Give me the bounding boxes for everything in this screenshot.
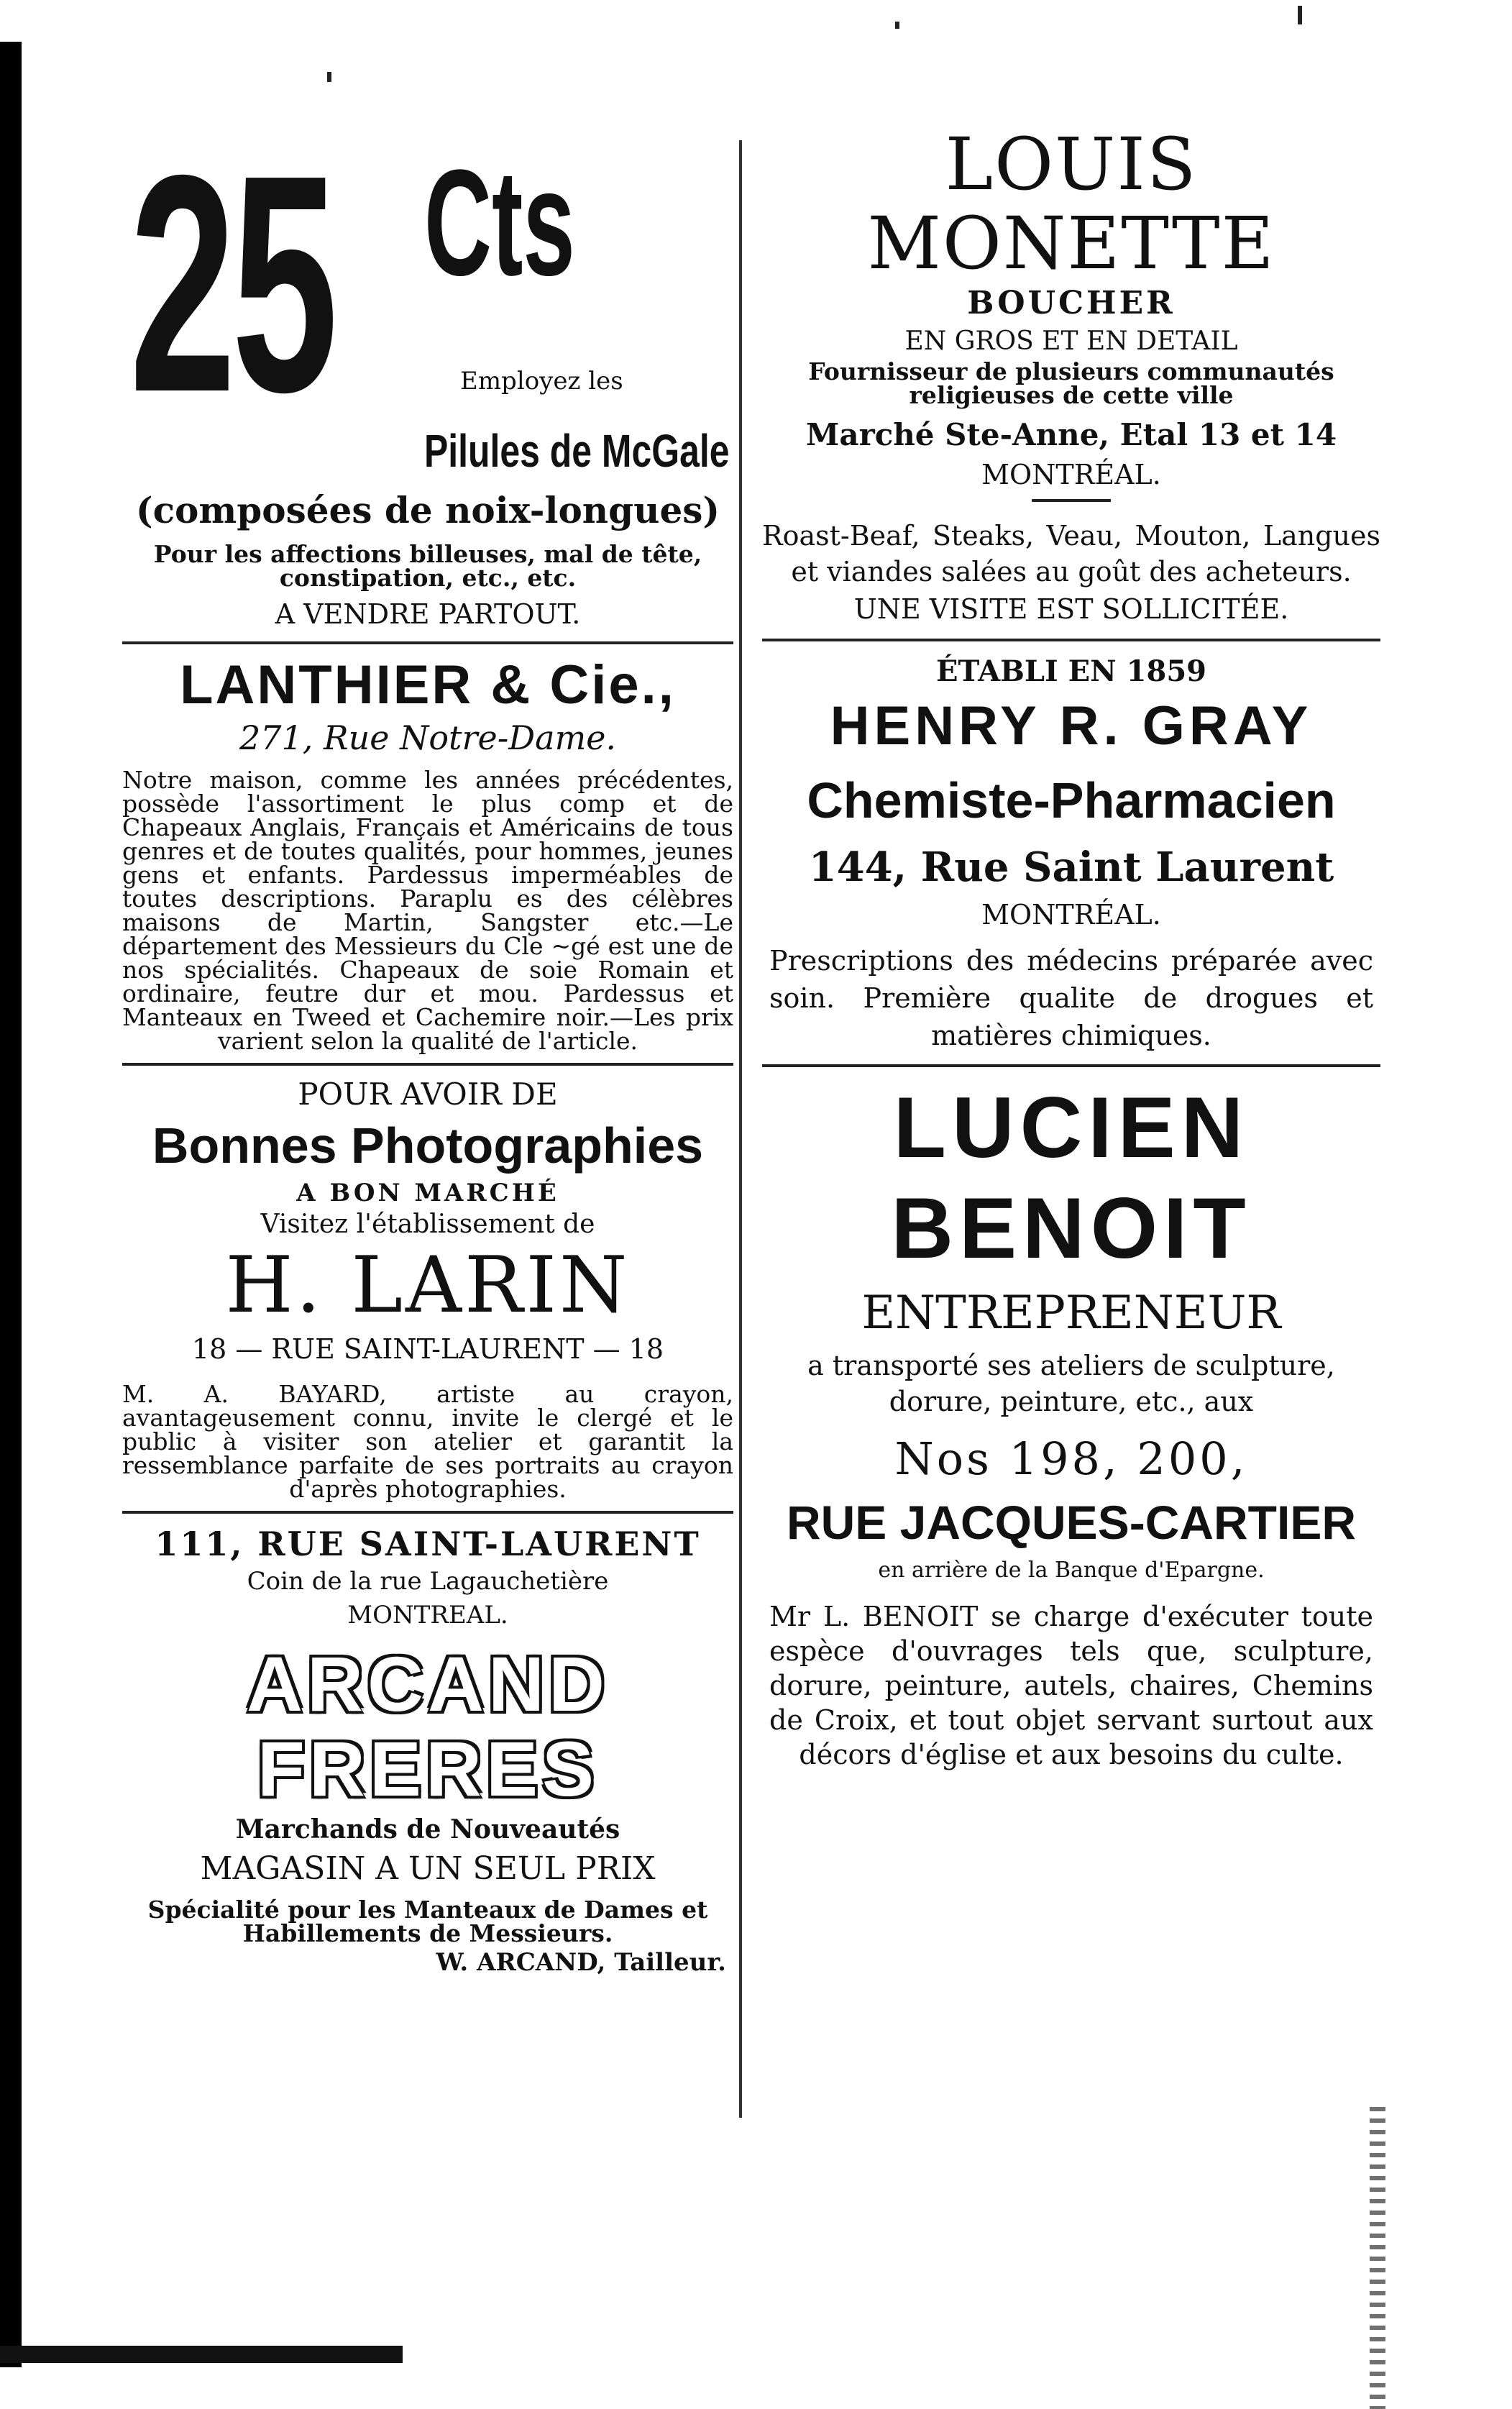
scan-edge-left bbox=[0, 42, 22, 2367]
arcand-slogan: MAGASIN A UN SEUL PRIX bbox=[200, 1850, 656, 1887]
monette-scope: EN GROS ET EN DETAIL bbox=[904, 326, 1238, 356]
arcand-specialty: Spécialité pour les Manteaux de Dames et Habillements de Messieurs. bbox=[147, 1896, 708, 1947]
monette-market: Marché Ste-Anne, Etal 13 et 14 bbox=[805, 417, 1337, 452]
gray-profession: Chemiste-Pharmacien bbox=[807, 772, 1336, 828]
arcand-tailor: W. ARCAND, Tailleur. bbox=[436, 1948, 726, 1977]
corner-street: Coin de la rue Lagauchetière bbox=[247, 1567, 609, 1596]
gray-address: 144, Rue Saint Laurent bbox=[808, 844, 1334, 891]
second-address: 111, RUE SAINT-LAURENT bbox=[155, 1525, 701, 1563]
benoit-street: RUE JACQUES-CARTIER bbox=[786, 1496, 1357, 1549]
benoit-profession: ENTREPRENEUR bbox=[861, 1286, 1281, 1340]
arcand-name: ARCAND FRERES bbox=[247, 1640, 609, 1812]
ad-benoit bbox=[755, 1077, 1388, 1772]
benoit-moved: a transporté ses ateliers de sculpture, dorure, peinture, etc., aux bbox=[807, 1350, 1335, 1417]
rule bbox=[122, 641, 733, 644]
lanthier-name: LANTHIER & Cie., bbox=[180, 654, 676, 716]
rule bbox=[762, 1064, 1380, 1067]
scan-speck bbox=[895, 22, 899, 29]
monette-products: Roast-Beaf, Steaks, Veau, Mouton, Langues et viandes salées au goût des acheteurs. bbox=[762, 520, 1380, 588]
rule bbox=[762, 639, 1380, 641]
ad-larin bbox=[115, 1076, 741, 1501]
gray-city: MONTRÉAL. bbox=[981, 899, 1161, 931]
ad-larin-second-address bbox=[115, 1524, 741, 1632]
benoit-numbers: Nos 198, 200, bbox=[894, 1432, 1248, 1485]
scan-speck bbox=[327, 72, 331, 82]
monette-name: LOUIS MONETTE bbox=[867, 122, 1275, 285]
larin-address: 18 — RUE SAINT-LAURENT — 18 bbox=[191, 1333, 664, 1365]
arcand-trade: Marchands de Nouveautés bbox=[235, 1814, 620, 1845]
rule bbox=[122, 1063, 733, 1066]
ad-gray bbox=[755, 652, 1388, 1054]
lanthier-address: 271, Rue Notre-Dame. bbox=[239, 718, 617, 757]
monette-supplier: Fournisseur de plusieurs communautés religieuses de cette ville bbox=[808, 357, 1334, 409]
product-name: Pilules de McGale bbox=[424, 425, 730, 477]
monette-visit: UNE VISITE EST SOLLICITÉE. bbox=[853, 593, 1289, 625]
larin-headline: Bonnes Photographies bbox=[152, 1117, 704, 1174]
pills-description: Pour les affections billeuses, mal de tête, constipation, etc., etc. bbox=[153, 540, 702, 592]
short-rule bbox=[1032, 499, 1111, 502]
lanthier-body: Notre maison, comme les années précédentes, possède l'assortiment le plus comp et de Chapeaux Anglais, Français et Américains de tous genres et de toutes qualités, pour hommes, jeunes gens et enfants. Pardessus imperméables de toutes descriptions. Paraplu es des célèbres maisons de Martin, Sangster etc.—Le département des Messieurs du Cle ~gé est une de nos spécialités. Chapeaux de soie Romain et ordinaire, feutre dur et mou. Pardessus et Manteaux en Tweed et Cachemire noir.—Les prix varient selon la qualité de l'article. bbox=[122, 766, 733, 1055]
price-unit: Cts bbox=[424, 138, 575, 307]
left-column bbox=[115, 111, 741, 1980]
benoit-name: LUCIEN BENOIT bbox=[891, 1079, 1252, 1276]
benoit-location: en arrière de la Banque d'Epargne. bbox=[878, 1558, 1265, 1583]
monette-city: MONTRÉAL. bbox=[981, 459, 1161, 490]
larin-subhead: A BON MARCHÉ bbox=[296, 1179, 559, 1207]
monette-trade: BOUCHER bbox=[967, 285, 1176, 321]
larin-intro: POUR AVOIR DE bbox=[298, 1076, 558, 1112]
larin-visit: Visitez l'établissement de bbox=[260, 1210, 595, 1239]
rule bbox=[122, 1511, 733, 1514]
margin-stamp bbox=[1370, 2107, 1385, 2409]
bayard-body: M. A. BAYARD, artiste au crayon, avantageusement connu, invite le clergé et le public à visiter son atelier et garantit la ressemblance parfaite de ses portraits au crayon d'après photographies. bbox=[122, 1380, 733, 1503]
larin-name: H. LARIN bbox=[225, 1240, 631, 1330]
price-number: 25 bbox=[129, 111, 334, 457]
city: MONTREAL. bbox=[347, 1601, 508, 1629]
right-column bbox=[755, 122, 1388, 1772]
gray-name: HENRY R. GRAY bbox=[830, 695, 1313, 756]
composition: (composées de noix-longues) bbox=[135, 489, 720, 531]
scan-speck bbox=[1298, 6, 1302, 24]
gray-established: ÉTABLI EN 1859 bbox=[936, 654, 1206, 688]
scan-edge-bottom bbox=[0, 2346, 403, 2363]
ad-arcand bbox=[115, 1642, 741, 1980]
employez-label: Employez les bbox=[460, 367, 623, 396]
availability: A VENDRE PARTOUT. bbox=[275, 598, 581, 630]
benoit-body: Mr L. BENOIT se charge d'exécuter toute espèce d'ouvrages tels que, sculpture, dorure, peinture, autels, chaires, Chemins de Croix, et tout objet servant surtout aux décors d'église et aux besoins du culte. bbox=[769, 1601, 1373, 1770]
ad-lanthier bbox=[115, 654, 741, 1053]
ad-monette bbox=[755, 122, 1388, 628]
ad-mcgale-pills bbox=[115, 111, 741, 631]
gray-body: Prescriptions des médecins préparée avec soin. Première qualite de drogues et matières chimiques. bbox=[769, 945, 1373, 1051]
